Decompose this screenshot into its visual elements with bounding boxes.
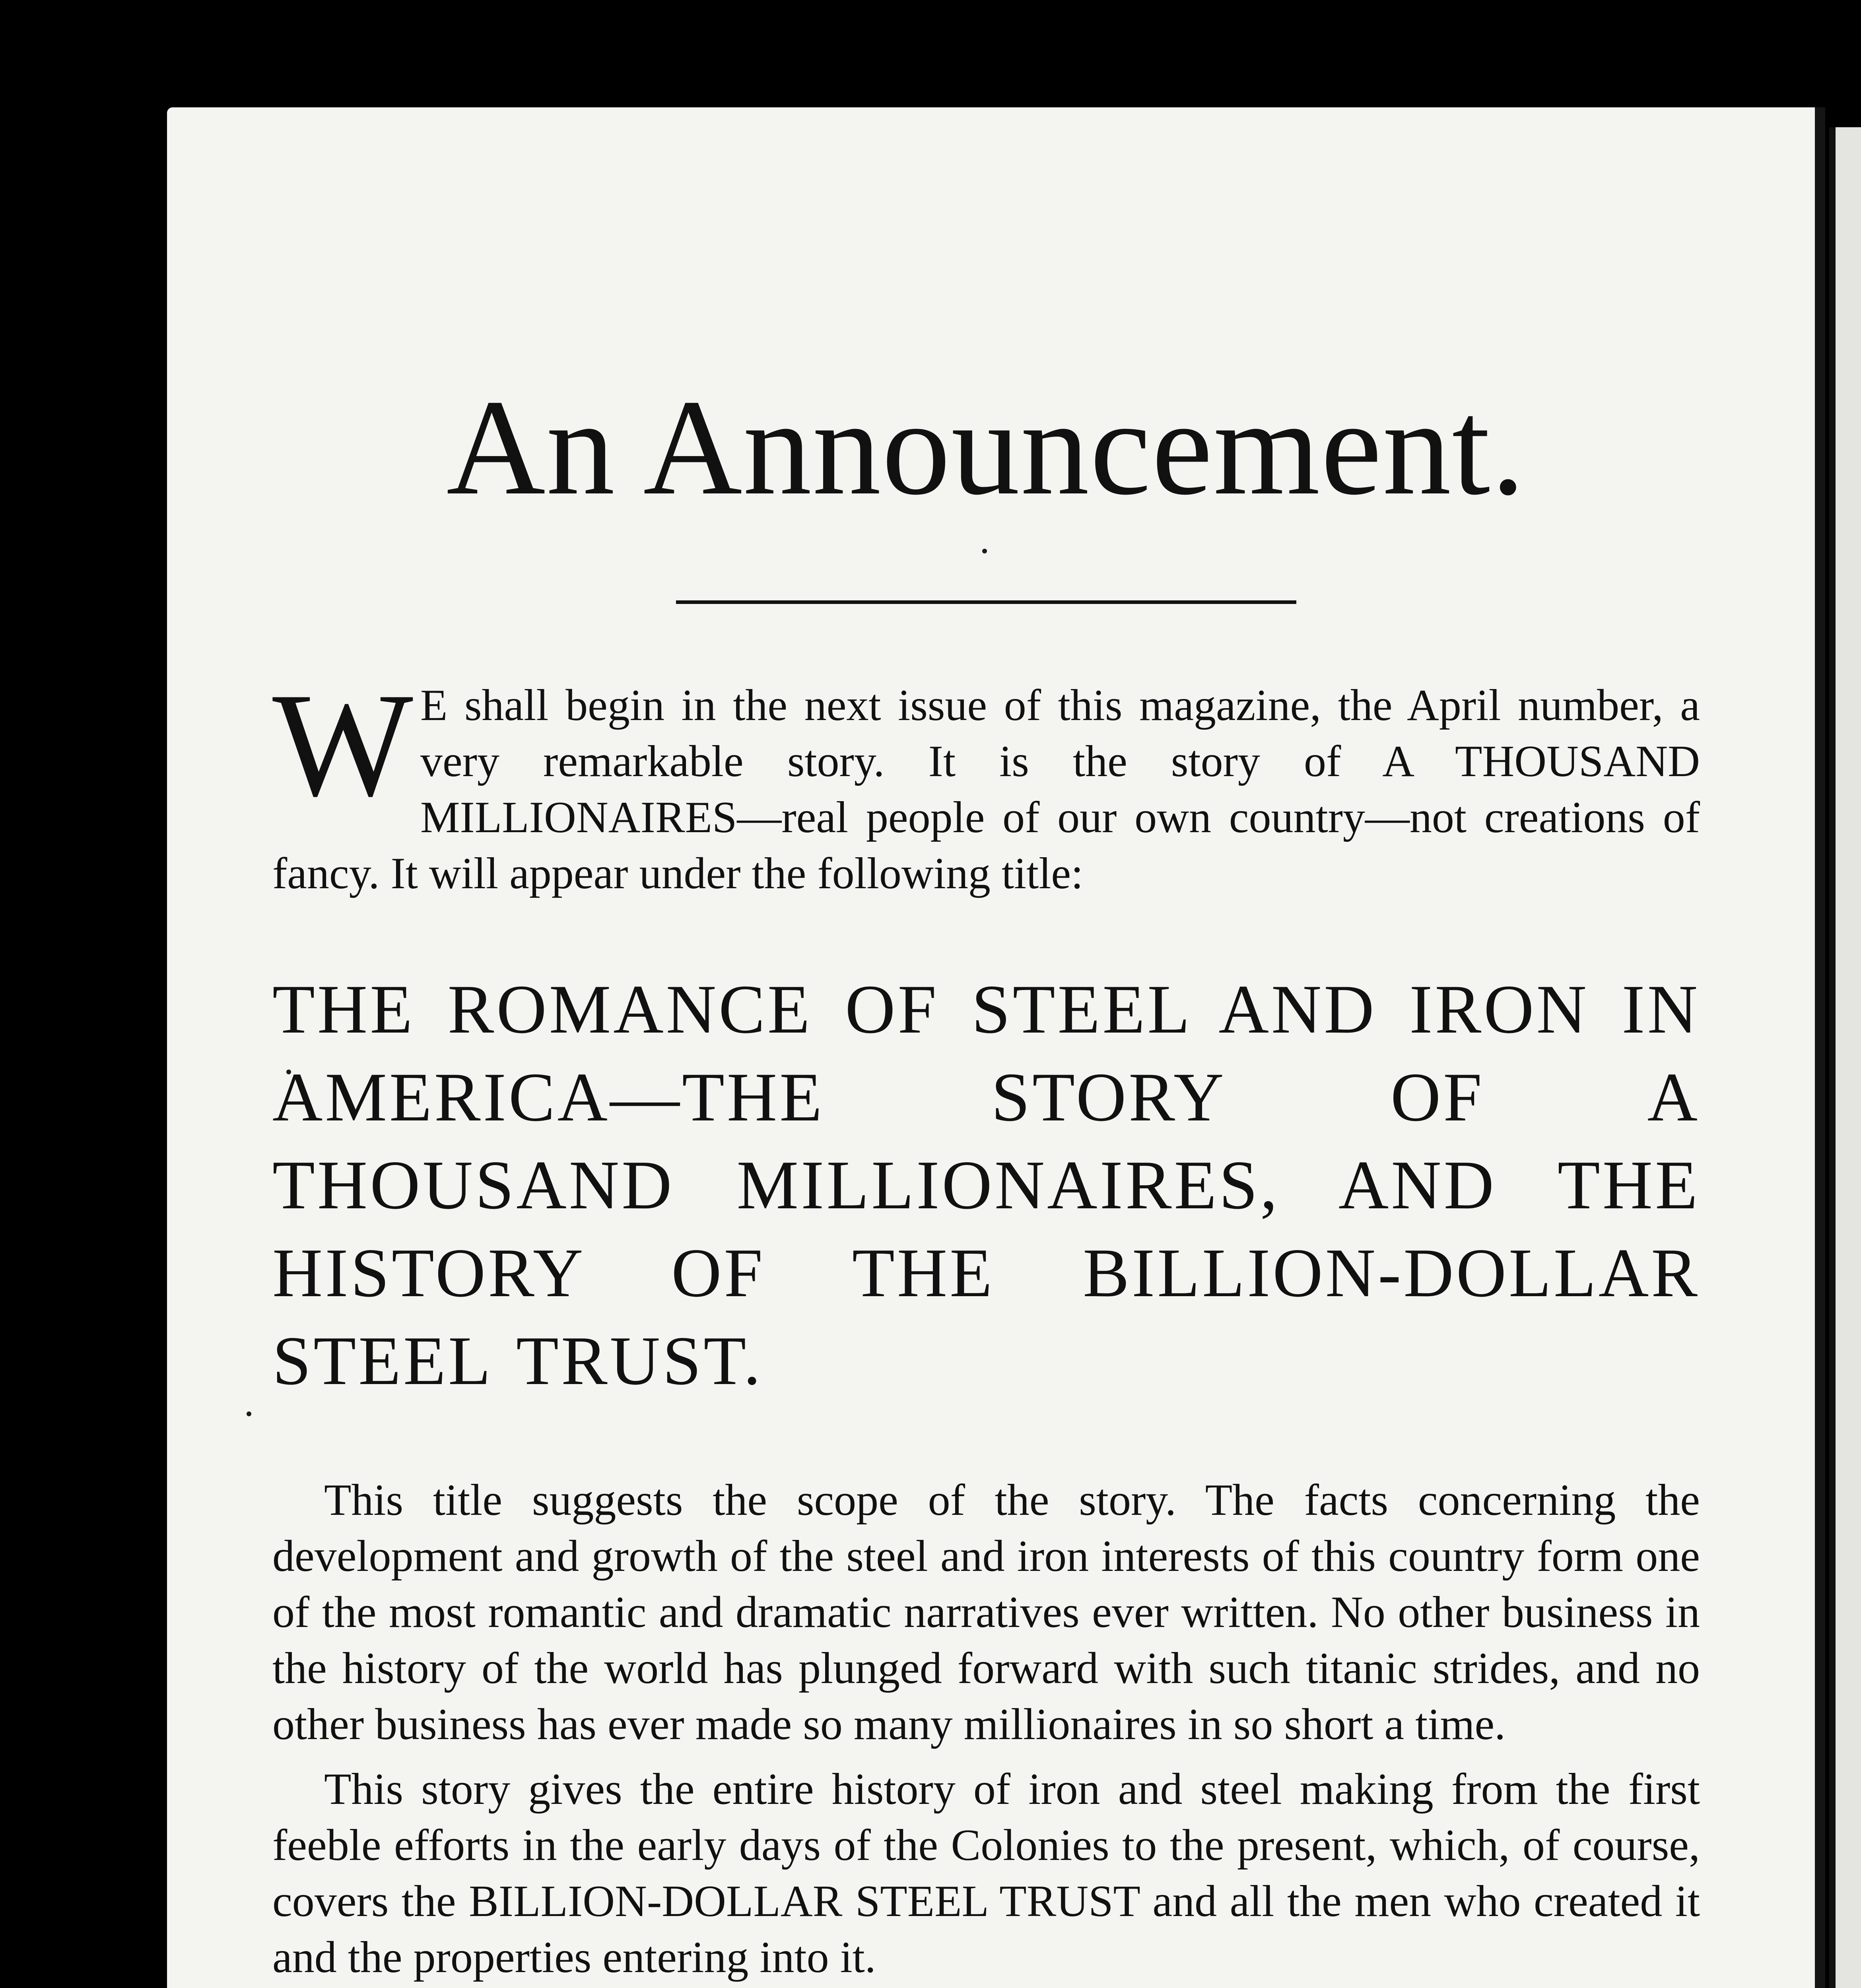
- adjacent-page-edge: [1829, 127, 1861, 1988]
- announcement-content: [272, 362, 1700, 1988]
- intro-text: E shall begin in the next issue of this magazine, the April number, a very remarkable story. It is the story of A THOUSAND MILLIONAIRES—real people of our own country—not creations of fancy. It will appear under the following title:: [272, 681, 1700, 898]
- drop-cap: W: [272, 662, 413, 827]
- magazine-page: [167, 107, 1825, 1988]
- intro-paragraph: [272, 662, 1700, 902]
- page-gutter-shadow: [1815, 107, 1825, 1988]
- title-rule: [676, 600, 1296, 604]
- body-paragraph-1: This title suggests the scope of the story. The facts concerning the development and growth of the steel and iron interests of this country form one of the most romantic and dramatic narratives ever written. No other business in the history of the world has plunged forward with such titanic strides, and no other business has ever made so many millionaires in so short a time.: [272, 1475, 1700, 1749]
- story-headline: THE ROMANCE OF STEEL AND IRON IN AMERICA—THE STORY OF A THOUSAND MILLIONAIRES, AND THE HISTORY OF THE BILLION-DOLLAR STEEL TRUST.: [272, 971, 1700, 1399]
- body-paragraph-2: This story gives the entire history of iron and steel making from the first feeble efforts in the early days of the Colonies to the present, which, of course, covers the BILLION-DOLLAR STEEL TRUST and all the men who created it and the properties entering into it.: [272, 1765, 1700, 1982]
- ink-speck: [247, 1411, 251, 1416]
- page-title: An Announcement.: [446, 371, 1526, 523]
